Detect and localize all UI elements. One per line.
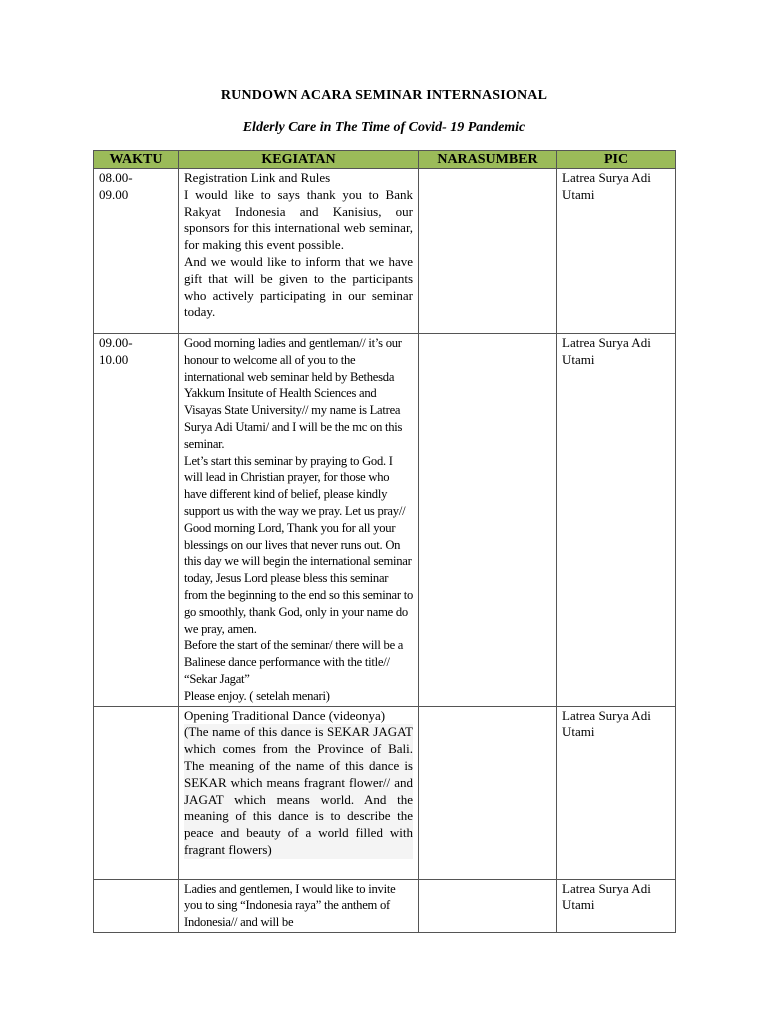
document-subtitle: Elderly Care in The Time of Covid- 19 Pandemic: [242, 120, 526, 135]
cell-pic: Latrea Surya Adi Utami: [557, 879, 676, 932]
table-row: [94, 706, 676, 879]
header-kegiatan: KEGIATAN: [179, 151, 419, 169]
cell-narasumber: [419, 706, 557, 879]
kegiatan-paragraph: And we would like to inform that we have gift that will be given to the participants who actively participating in our seminar today.: [184, 253, 413, 320]
cell-pic: Latrea Surya Adi Utami: [557, 334, 676, 707]
document-title: RUNDOWN ACARA SEMINAR INTERNASIONAL: [220, 88, 548, 103]
cell-waktu: [94, 879, 179, 932]
kegiatan-paragraph: (The name of this dance is SEKAR JAGAT which comes from the Province of Bali. The meaning of the name of this dance is SEKAR which means fragrant flower// and JAGAT which means world. And the meaning of this dance is to describe the peace and beauty of a world filled with fragrant flowers): [184, 724, 413, 857]
cell-waktu: [94, 706, 179, 879]
cell-narasumber: [419, 879, 557, 932]
header-pic: PIC: [557, 151, 676, 169]
kegiatan-paragraph: Ladies and gentlemen, I would like to invite you to sing “Indonesia raya” the anthem of Indonesia// and will be: [184, 881, 396, 930]
table-header-row: [94, 151, 676, 169]
table-row: [94, 169, 676, 334]
kegiatan-paragraph: Registration Link and Rules: [184, 170, 331, 185]
kegiatan-paragraph: Good morning ladies and gentleman// it’s our honour to welcome all of you to the international web seminar held by Bethesda Yakkum Insitute of Health Sciences and Visayas State University// my name is Latrea Surya Adi Utami/ and I will be the mc on this seminar.: [184, 336, 403, 451]
header-waktu: WAKTU: [94, 151, 179, 169]
header-narasumber: NARASUMBER: [419, 151, 557, 169]
cell-pic: Latrea Surya Adi Utami: [557, 706, 676, 879]
table-row: [94, 334, 676, 707]
cell-kegiatan: [179, 169, 419, 334]
kegiatan-paragraph: Good morning Lord, Thank you for all your blessings on our lives that never runs out. On this day we will begin the international seminar today, Jesus Lord please bless this seminar from the beginning to the end so this seminar to go smoothly, thank God, only in your name do we pray, amen.: [184, 520, 413, 636]
kegiatan-paragraph: Let’s start this seminar by praying to God. I will lead in Christian prayer, for those who have different kind of belief, please kindly support us with the way we pray. Let us pray//: [184, 453, 406, 518]
cell-kegiatan: [179, 334, 419, 707]
table-row: [94, 879, 676, 932]
cell-waktu: 09.00- 10.00: [94, 334, 179, 707]
cell-narasumber: [419, 169, 557, 334]
kegiatan-paragraph: I would like to says thank you to Bank Rakyat Indonesia and Kanisius, our sponsors for this international web seminar, for making this event possible.: [184, 186, 413, 253]
cell-pic: Latrea Surya Adi Utami: [557, 169, 676, 334]
cell-kegiatan: [179, 879, 419, 932]
rundown-table: [93, 150, 676, 933]
kegiatan-paragraph: Opening Traditional Dance (videonya): [184, 707, 386, 723]
cell-narasumber: [419, 334, 557, 707]
cell-waktu: 08.00- 09.00: [94, 169, 179, 334]
kegiatan-paragraph: Please enjoy. ( setelah menari): [184, 688, 330, 703]
kegiatan-paragraph: Before the start of the seminar/ there will be a Balinese dance performance with the title// “Sekar Jagat”: [184, 638, 404, 686]
cell-kegiatan: [179, 706, 419, 879]
